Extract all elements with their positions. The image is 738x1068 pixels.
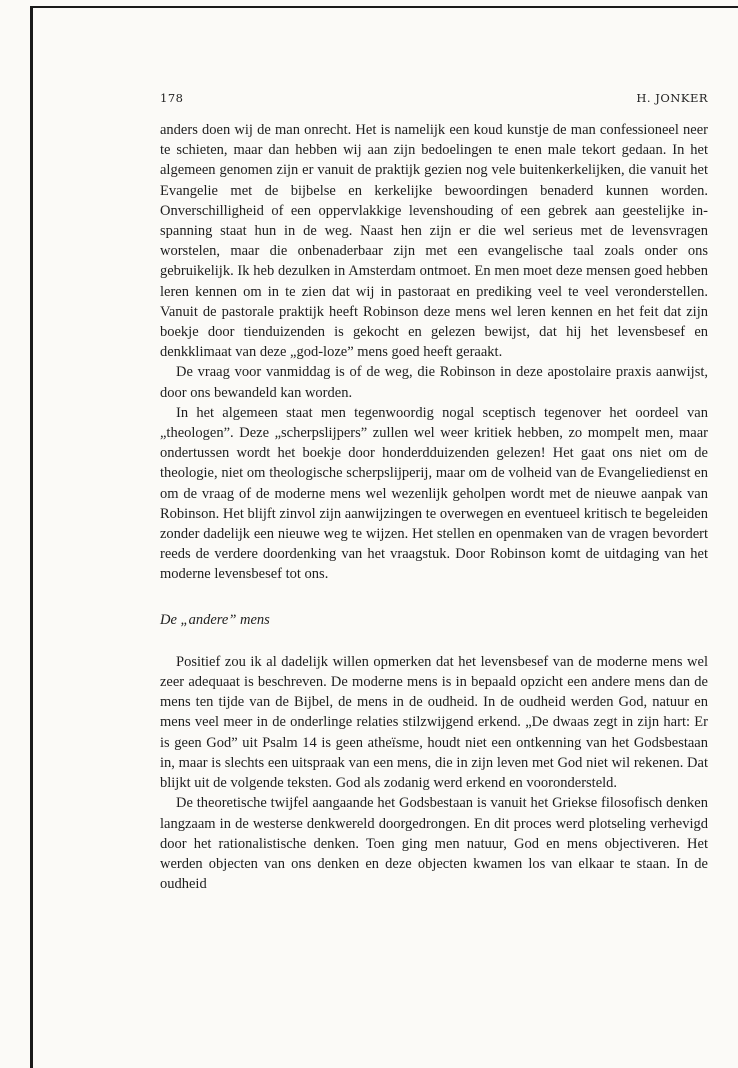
section-heading: De „andere” mens bbox=[160, 611, 270, 628]
paragraph: De theoretische twijfel aangaande het Godsbestaan is vanuit het Griekse filosofisch denken langzaam in de westerse denkwereld doorgedrongen. En dit proces werd plotseling verhevigd door het rationalistische denken. Toen ging men natuur, God en mens objectiveren. Het werden objecten van ons denken en deze objecten kwamen los van elkaar te staan. In de oudheid bbox=[160, 795, 708, 893]
scan-border-top bbox=[30, 6, 738, 8]
running-head: H. JONKER bbox=[636, 91, 708, 105]
paragraph: Positief zou ik al dadelijk willen opmerken dat het levensbesef van de moderne mens wel zeer adequaat is beschreven. De moderne mens is in bepaald opzicht een andere mens dan de mens ten tijde van de Bijbel, de mens in de oudheid. In de oudheid werden God, natuur en mens veel meer in de onderlinge relaties stilzwijgend erkend. „De dwaas zegt in zijn hart: Er is geen God” uit Psalm 14 is geen atheïsme, houdt niet een ontkenning van het Godsbestaan in, maar is slechts een uitspraak van een mens, die in zijn leven met God niet wil rekenen. Dat blijkt uit de volgende teksten. God als zodanig werd erkend en voorondersteld. bbox=[160, 653, 708, 792]
page-number: 178 bbox=[160, 91, 184, 105]
scan-border-left bbox=[30, 6, 33, 1068]
paragraph: De vraag voor vanmiddag is of de weg, die Robinson in deze apostolaire praxis aanwijst, door ons bewandeld kan worden. bbox=[160, 364, 708, 401]
page-body bbox=[160, 120, 708, 894]
paragraph: In het algemeen staat men tegenwoordig nogal sceptisch tegenover het oordeel van „theologen”. Deze „scherpslijpers” zullen wel weer kritiek hebben, zo mompelt men, maar ondertussen wordt het boekje door honderdduizenden gelezen! Het gaat ons niet om de theologie, niet om theologische scherpslijperij, maar om de volheid van de Evangeliedienst en om de vraag of de moderne mens wel wezenlijk geholpen wordt met de nieuwe aanpak van Robinson. Het blijft zinvol zijn aanwijzingen te overwegen en eventueel kritisch te begeleiden zonder dadelijk een nieuwe weg te wijzen. Het stellen en openmaken van de vragen bevordert reeds de verdere doordenking van het vraagstuk. Door Robinson komt de uitdaging van het moderne levensbesef tot ons. bbox=[160, 404, 708, 583]
paragraph-continued: anders doen wij de man onrecht. Het is namelijk een koud kunstje de man confessioneel neer te schieten, maar dan hebben wij aan zijn bedoelingen te enen male tekort gedaan. In het algemeen genomen zijn er vanuit de praktijk gezien nog vele buitenkerkelijken, die vanuit het Evangelie met de bijbelse en kerkelijke bewoordingen benaderd kunnen worden. Onverschilligheid of een oppervlakkige levenshouding of een gebrek aan geestelijke inspanning staat hun in de weg. Naast hen zijn er die wel serieus met de levensvragen worstelen, maar die onbenaderbaar zijn met een evangelische taal zoals onder ons gebruikelijk. Ik heb dezulken in Amsterdam ontmoet. En men moet deze mensen goed hebben leren kennen om in te zien dat wij in pastoraat en prediking veel te veel veronderstellen. Vanuit de pastorale praktijk heeft Robinson deze mens wel leren kennen en het feit dat zijn boekje door tienduizenden is gekocht en gelezen bewijst, dat hij het levensbesef en denkklimaat van deze „god-loze” mens goed heeft geraakt. bbox=[160, 122, 708, 361]
page-header bbox=[160, 91, 708, 109]
